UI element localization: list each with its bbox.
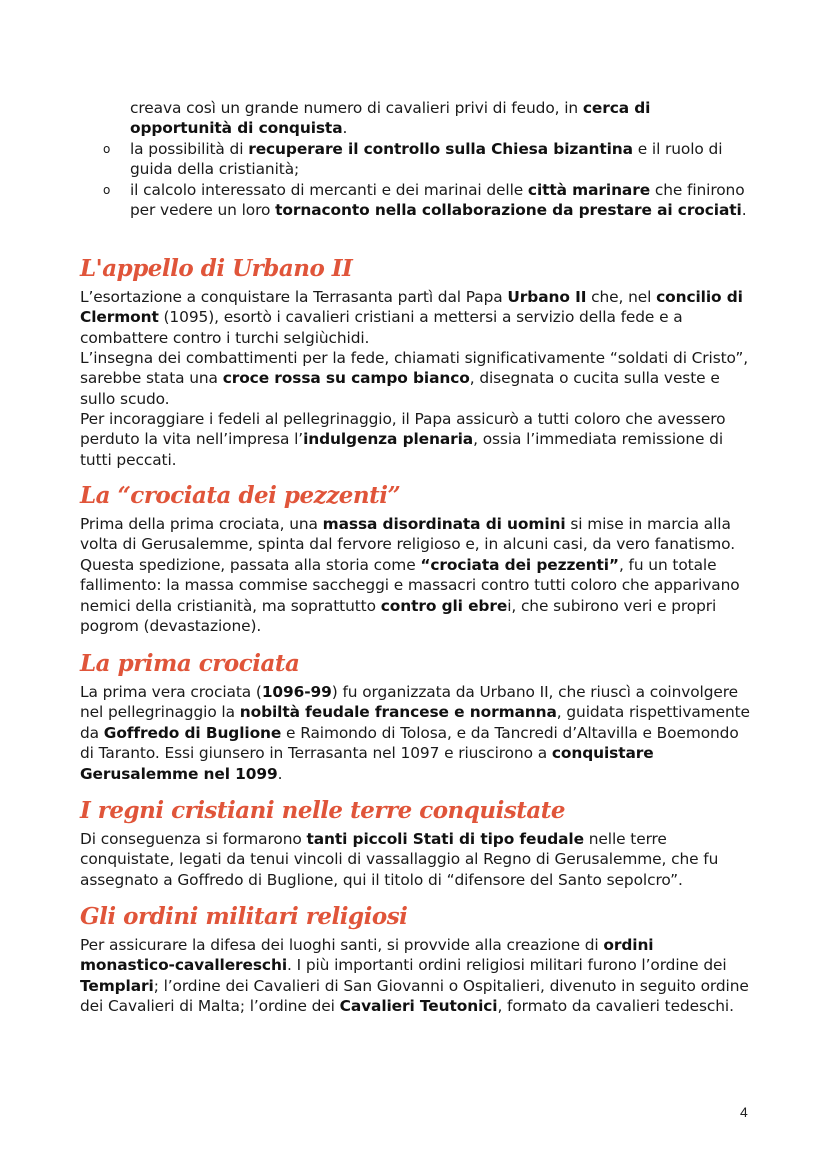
text-run: . I più importanti ordini religiosi militari furono l’ordine dei	[287, 956, 727, 975]
bold-text: Cavalieri Teutonici	[339, 997, 498, 1016]
bold-text: massa disordinata di uomini	[322, 515, 566, 533]
bold-text: ordini monastico-cavallereschi	[80, 936, 654, 975]
text-run: , formato da cavalieri tedeschi.	[497, 997, 734, 1016]
bold-text: Urbano II	[507, 288, 587, 306]
section-heading: La “crociata dei pezzenti”	[80, 482, 401, 509]
text-run: i, che subirono veri e propri pogrom (devastazione).	[80, 596, 717, 636]
text-run: La prima vera crociata (	[80, 683, 262, 701]
bold-text: “crociata dei pezzenti”	[420, 555, 619, 574]
text-run: , guidata rispettivamente da	[80, 703, 750, 742]
text-run: Per assicurare la difesa dei luoghi santi, si provvide alla creazione di	[80, 936, 604, 954]
text-run: Di conseguenza si formarono	[80, 830, 307, 848]
bold-text: Goffredo di Buglione	[103, 723, 282, 742]
text-run: (1095), esortò i cavalieri cristiani a mettersi a servizio della fede e a combattere contro i turchi selgiùchidi.	[80, 308, 683, 347]
text-run: e Raimondo di Tolosa, e da Tancredi d’Altavilla e Boemondo di Taranto. Essi giunsero in Terrasanta nel 1097 e riuscirono a	[80, 723, 739, 763]
text-run: nelle terre conquistate, legati da tenui vincoli di vassallaggio al Regno di Gerusalemme, che fu assegnato a Goffredo di Buglione, qui il titolo di “difensore del Santo sepolcro”.	[80, 830, 719, 889]
list-item	[103, 98, 753, 139]
paragraph	[80, 682, 750, 784]
bold-text: cerca di opportunità di conquista	[130, 99, 651, 138]
bullet-marker: o	[103, 182, 111, 197]
paragraph	[80, 348, 750, 409]
paragraph	[80, 409, 750, 470]
bold-text: tornaconto nella collaborazione da prestare ai crociati	[275, 201, 742, 220]
paragraph	[80, 514, 750, 636]
text-run: , fu un totale fallimento: la massa commise saccheggi e massacri contro tutti coloro che apparivano nemici della cristianità, ma soprattutto	[80, 555, 740, 615]
section-heading: La prima crociata	[80, 650, 300, 677]
text-run: .	[741, 201, 747, 220]
text-run: la possibilità di	[130, 139, 249, 158]
list-item	[103, 180, 753, 221]
text-run: .	[277, 764, 283, 783]
text-run: che, nel	[586, 288, 657, 306]
list-item	[103, 139, 753, 180]
bold-text: concilio di Clermont	[80, 288, 743, 327]
paragraph	[80, 935, 750, 1017]
paragraph	[80, 287, 750, 348]
bold-text: contro gli ebre	[380, 596, 508, 615]
section-heading: I regni cristiani nelle terre conquistate	[80, 797, 566, 824]
text-run: , ossia l’immediata remissione di tutti peccati.	[80, 430, 723, 469]
text-run: L’insegna dei combattimenti per la fede, chiamati significativamente “soldati di Cristo”, sarebbe stata una	[80, 349, 748, 388]
text-run: Prima della prima crociata, una	[80, 515, 323, 533]
text-run: ; l’ordine dei Cavalieri di San Giovanni o Ospitalieri, divenuto in seguito ordine dei Cavalieri di Malta; l’ordine dei	[80, 976, 749, 1016]
bold-text: tanti piccoli Stati di tipo feudale	[306, 830, 584, 848]
bold-text: croce rossa su campo bianco	[222, 369, 470, 388]
bold-text: indulgenza plenaria	[303, 430, 474, 449]
text-run: .	[342, 119, 348, 138]
bold-text: 1096-99	[261, 683, 332, 701]
text-run: , disegnata o cucita sulla veste e sullo scudo.	[80, 369, 720, 408]
bullet-list	[103, 98, 753, 220]
text-run: si mise in marcia alla volta di Gerusalemme, spinta dal fervore religioso e, in alcuni casi, da vero fanatismo. Questa spedizione, passata alla storia come	[80, 515, 735, 574]
text-run: che finirono per vedere un loro	[130, 180, 745, 220]
paragraph	[80, 829, 750, 890]
text-run: ) fu organizzata da Urbano II, che riuscì a coinvolgere nel pellegrinaggio la	[80, 683, 739, 722]
section-heading: Gli ordini militari religiosi	[80, 903, 408, 930]
text-run: e il ruolo di guida della cristianità;	[130, 139, 723, 179]
bold-text: città marinare	[527, 180, 651, 199]
bold-text: recuperare il controllo sulla Chiesa bizantina	[248, 139, 633, 158]
bold-text: nobiltà feudale francese e normanna	[239, 703, 557, 722]
page-number: 4	[740, 1104, 748, 1120]
text-run: il calcolo interessato di mercanti e dei marinai delle	[130, 180, 528, 199]
text-run: L’esortazione a conquistare la Terrasanta partì dal Papa	[80, 288, 508, 306]
section-heading: L'appello di Urbano II	[80, 255, 353, 282]
bullet-marker: o	[103, 141, 111, 156]
text-run: Per incoraggiare i fedeli al pellegrinaggio, il Papa assicurò a tutti coloro che avessero perduto la vita nell’impresa l’	[80, 410, 726, 449]
bold-text: Templari	[80, 976, 154, 995]
bold-text: conquistare Gerusalemme nel 1099	[80, 744, 654, 783]
text-run: creava così un grande numero di cavalieri privi di feudo, in	[130, 99, 583, 117]
